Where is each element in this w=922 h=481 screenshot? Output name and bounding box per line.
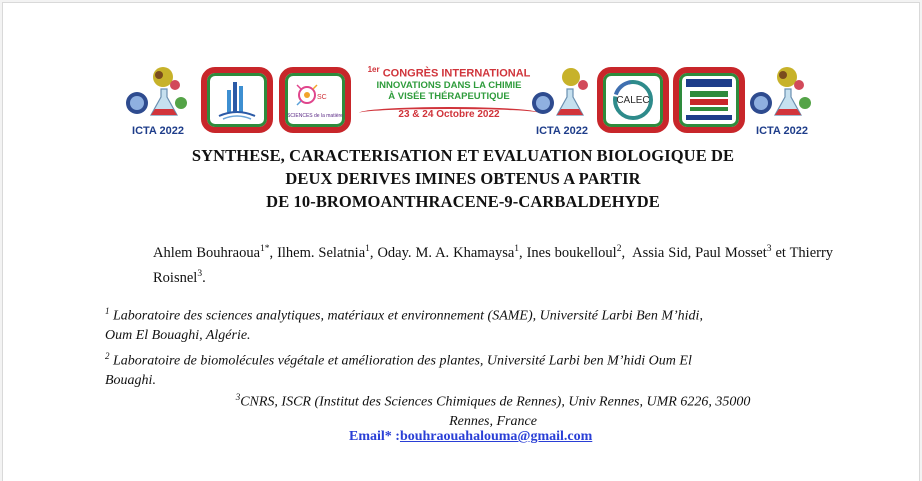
affiliation-3 bbox=[153, 388, 833, 431]
document-page bbox=[2, 2, 920, 481]
congress-name: CONGRÈS INTERNATIONAL bbox=[382, 67, 531, 80]
chemistry-flask-icon bbox=[123, 63, 193, 123]
congress-swoosh bbox=[359, 107, 539, 119]
author-name-part2: Sid bbox=[668, 244, 688, 261]
icta-label-right: ICTA 2022 bbox=[756, 125, 808, 137]
icta-logo-right bbox=[747, 63, 817, 137]
university-logo-frame bbox=[201, 67, 273, 133]
paper-title-line1: SYNTHESE, CARACTERISATION ET EVALUATION BIOLOGIQUE DE bbox=[191, 146, 735, 165]
chemistry-flask-icon bbox=[527, 63, 597, 123]
contact-email bbox=[349, 429, 592, 445]
chemistry-flask-icon bbox=[747, 63, 817, 123]
author-name: Ahlem Bouhraoua bbox=[153, 244, 261, 261]
paper-title-line2: DEUX DERIVES IMINES OBTENUS A PARTIR bbox=[285, 169, 641, 188]
sciences-logo-frame bbox=[279, 67, 351, 133]
author-affil-sup: 1* bbox=[260, 244, 270, 254]
calec-label: CALEC bbox=[616, 94, 650, 106]
author-affil-sup: 1 bbox=[365, 244, 370, 254]
university-larbi-logo-frame bbox=[673, 67, 745, 133]
icta-logo-left bbox=[123, 63, 193, 137]
atom-sparkle-icon bbox=[295, 82, 335, 108]
email-label: Email* : bbox=[349, 429, 400, 444]
affiliation-sup: 2 bbox=[105, 351, 110, 361]
affiliation-2 bbox=[105, 347, 835, 390]
affiliation-1 bbox=[105, 302, 835, 345]
affiliation-1-line1: Laboratoire des sciences analytiques, matériaux et environnement (SAME), Université Larbi Ben M’hidi, bbox=[113, 308, 703, 324]
author-affil-sup: 1 bbox=[514, 244, 520, 254]
calec-logo-frame bbox=[597, 67, 669, 133]
affiliation-sup: 3 bbox=[235, 392, 241, 402]
author-affil-sup: 3 bbox=[766, 244, 772, 254]
congress-title-block bbox=[351, 63, 547, 137]
author-affil-sup: 2 bbox=[616, 244, 622, 254]
congress-title-line2: INNOVATIONS DANS LA CHIMIE bbox=[376, 79, 522, 91]
email-link[interactable]: bouhraouahalouma@gmail.com bbox=[399, 429, 593, 444]
author-conjunction: et bbox=[775, 244, 786, 261]
congress-dates: 23 & 24 Octobre 2022 bbox=[398, 108, 500, 120]
affiliation-2-line1: Laboratoire de biomolécules végétale et amélioration des plantes, Université Larbi ben M’hidi Oum El bbox=[113, 353, 692, 369]
congress-title-line3: À VISÉE THÉRAPEUTIQUE bbox=[388, 90, 510, 102]
congress-title-line1 bbox=[351, 65, 547, 80]
author-name: Ilhem. Selatnia bbox=[277, 244, 366, 261]
sciences-label: SCIENCES de la matière bbox=[287, 112, 343, 119]
author-name: Oday. M. A. Khamaysa bbox=[377, 244, 515, 261]
affiliation-3-line1: CNRS, ISCR (Institut des Sciences Chimiques de Rennes), Univ Rennes, UMR 6226, 35000 bbox=[240, 394, 751, 410]
university-building-icon bbox=[215, 78, 259, 122]
author-affil-sup: 3 bbox=[197, 268, 203, 279]
icta-label-left: ICTA 2022 bbox=[132, 125, 184, 137]
author-list: Ahlem Bouhraoua$^{1*}$, Ilhem. Selatnia$^1$, Oday. M. A. Khamaysa$^1$, Ines boukelloul$^2$, Assia Sid, Paul Mosset$^3$ et Thierry Roisnel$^3$. bbox=[153, 244, 834, 286]
university-emblem-icon bbox=[684, 77, 734, 123]
svg-text:SC: SC bbox=[316, 93, 327, 101]
affiliation-1-line2: Oum El Bouaghi, Algérie. bbox=[105, 327, 251, 343]
icta-logo-middle bbox=[527, 63, 597, 137]
conference-banner bbox=[123, 59, 813, 137]
icta-label-middle: ICTA 2022 bbox=[536, 125, 588, 137]
congress-ordinal: 1er bbox=[367, 65, 380, 74]
author-name: Thierry Roisnel bbox=[153, 244, 834, 286]
affiliation-3-line2: Rennes, France bbox=[449, 413, 537, 429]
author-name: Ines boukelloul bbox=[526, 244, 617, 261]
paper-title-line3: DE 10-BROMOANTHRACENE-9-CARBALDEHYDE bbox=[266, 192, 660, 211]
author-name-part1: Assia bbox=[632, 244, 665, 261]
author-name: Paul Mosset bbox=[695, 244, 767, 261]
affiliation-2-line2: Bouaghi. bbox=[105, 372, 156, 388]
affiliation-sup: 1 bbox=[105, 306, 110, 316]
